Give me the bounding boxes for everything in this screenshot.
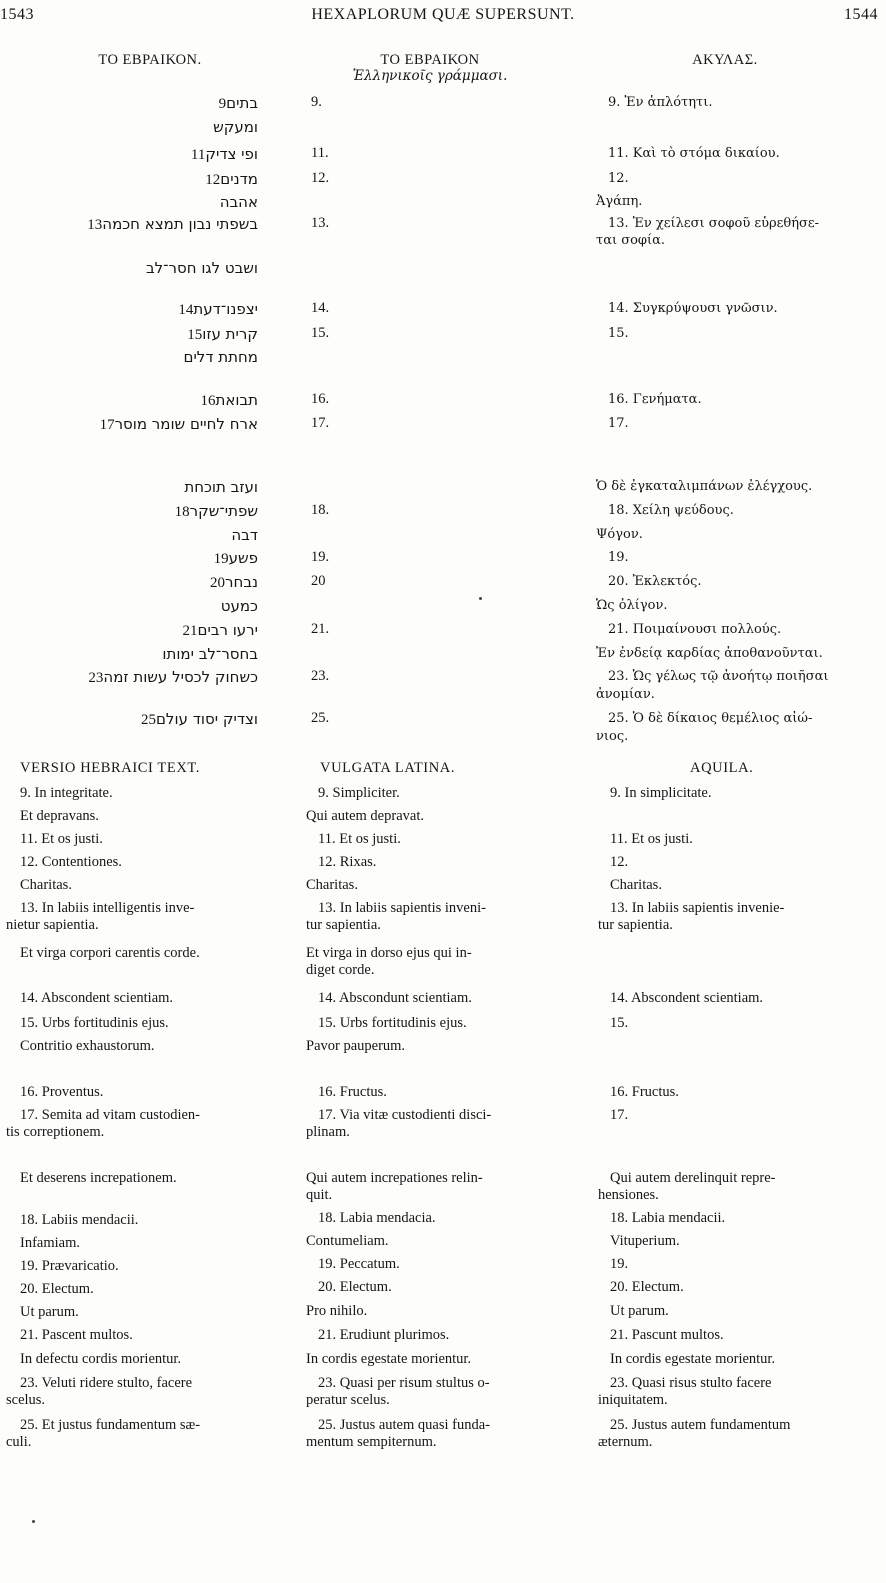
verse-number: 14. (311, 300, 330, 316)
greek-line: 21. Ποιμαίνουσι πολλούς. (608, 622, 782, 637)
hebrew-line: פשע19 (213, 549, 258, 567)
greek-line: Ὡς ὀλίγον. (596, 598, 668, 613)
greek-line: ἀνομίαν. (596, 687, 655, 702)
versio-line: Contritio exhaustorum. (20, 1038, 155, 1054)
vulgata-line: peratur scelus. (306, 1392, 390, 1408)
versio-line: Et depravans. (20, 808, 99, 824)
aquila-latin-line: 16. Fructus. (610, 1084, 679, 1100)
greek-line: 12. (608, 171, 629, 186)
hebrew-line: ירעו רבים21 (182, 621, 258, 639)
greek-line: 17. (608, 416, 629, 431)
aquila-latin-line: 11. Et os justi. (610, 831, 693, 847)
aquila-latin-line: 25. Justus autem fundamentum (610, 1417, 791, 1433)
vulgata-line: 19. Peccatum. (318, 1256, 400, 1272)
hebrew-line: בשפתי נבון תמצא חכמה13 (87, 215, 258, 233)
vulgata-line: diget corde. (306, 962, 375, 978)
verse-number: 21. (311, 621, 330, 637)
verse-number: 25. (311, 710, 330, 726)
hebrew-line: נבחר20 (210, 573, 258, 591)
versio-line: 19. Prævaricatio. (20, 1258, 119, 1274)
vulgata-line: mentum sempiternum. (306, 1434, 437, 1450)
greek-line: 11. Καὶ τὸ στόμα δικαίου. (608, 146, 780, 161)
hebrew-line: דבה (231, 526, 258, 544)
versio-line: tis correptionem. (6, 1124, 105, 1140)
hebrew-line: שפתי־שקר18 (174, 502, 258, 520)
versio-line: Infamiam. (20, 1235, 80, 1251)
aquila-latin-line: 17. (610, 1107, 629, 1123)
versio-line: 18. Labiis mendacii. (20, 1212, 139, 1228)
versio-line: Et deserens increpationem. (20, 1170, 177, 1186)
greek-line: Ψόγον. (596, 527, 643, 542)
aquila-latin-line: 23. Quasi risus stulto facere (610, 1375, 772, 1391)
greek-line: Ἀγάπη. (596, 194, 643, 209)
verse-number: 11. (311, 145, 329, 161)
greek-line: Ἐν ἐνδείᾳ καρδίας ἀποθανοῦνται. (596, 646, 823, 661)
greek-line: 19. (608, 550, 629, 565)
versio-line: In defectu cordis morientur. (20, 1351, 182, 1367)
ink-speck (32, 1520, 35, 1523)
aquila-latin-line: 20. Electum. (610, 1279, 684, 1295)
vulgata-line: Qui autem increpationes relin- (306, 1170, 483, 1186)
vulgata-line: Contumeliam. (306, 1233, 389, 1249)
versio-line: 12. Contentiones. (20, 854, 122, 870)
greek-line: 15. (608, 326, 629, 341)
vulgata-line: Pro nihilo. (306, 1303, 368, 1319)
vulgata-line: 17. Via vitæ custodienti disci- (318, 1107, 492, 1123)
aquila-latin-line: hensiones. (598, 1187, 659, 1203)
hebrew-line: ועזב תוכחת (184, 478, 258, 496)
vulgata-line: 15. Urbs fortitudinis ejus. (318, 1015, 467, 1031)
vulgata-line: Et virga in dorso ejus qui in- (306, 945, 472, 961)
versio-line: 25. Et justus fundamentum sæ- (20, 1417, 201, 1433)
vulgata-line: 21. Erudiunt plurimos. (318, 1327, 450, 1343)
hebrew-line: אהבה (219, 193, 258, 211)
aquila-latin-line: Charitas. (610, 877, 662, 893)
hebrew-line: בתים9 (218, 94, 258, 112)
versio-line: 14. Abscondent scientiam. (20, 990, 174, 1006)
aquila-latin-line: 14. Abscondent scientiam. (610, 990, 764, 1006)
hebrew-column-heading: ΤΟ ΕΒΡΑΙΚΟΝ. (98, 52, 202, 68)
versio-line: 23. Veluti ridere stulto, facere (20, 1375, 193, 1391)
aquila-greek-column-heading: ΑΚΥΛΑΣ. (692, 52, 758, 68)
hebrew-line: ושבט לגו חסר־לב (145, 259, 258, 277)
versio-line: 11. Et os justi. (20, 831, 103, 847)
verse-number: 18. (311, 502, 330, 518)
greek-line: ται σοφία. (596, 233, 666, 248)
vulgata-line: Pavor pauperum. (306, 1038, 406, 1054)
hebrew-line: יצפנו־דעת14 (178, 300, 258, 318)
aquila-latin-line: Qui autem derelinquit repre- (610, 1170, 776, 1186)
aquila-latin-line: æternum. (598, 1434, 653, 1450)
vulgata-column-heading: VULGATA LATINA. (320, 760, 456, 776)
vulgata-line: Qui autem depravat. (306, 808, 424, 824)
versio-line: 16. Proventus. (20, 1084, 104, 1100)
hebrew-line: ומעקש (213, 118, 258, 136)
running-title: HEXAPLORUM QUÆ SUPERSUNT. (311, 6, 575, 23)
greek-line: 9. Ἐν ἁπλότητι. (608, 95, 713, 110)
vulgata-line: tur sapientia. (306, 917, 381, 933)
versio-line: 17. Semita ad vitam custodien- (20, 1107, 201, 1123)
aquila-latin-line: 21. Pascunt multos. (610, 1327, 724, 1343)
vulgata-line: 11. Et os justi. (318, 831, 401, 847)
versio-line: 21. Pascent multos. (20, 1327, 133, 1343)
vulgata-line: 12. Rixas. (318, 854, 377, 870)
hebrew-line: כמעט (220, 597, 258, 615)
aquila-latin-line: 9. In simplicitate. (610, 785, 712, 801)
versio-line: 13. In labiis intelligentis inve- (20, 900, 195, 916)
vulgata-line: 18. Labia mendacia. (318, 1210, 436, 1226)
versio-line: 15. Urbs fortitudinis ejus. (20, 1015, 169, 1031)
aquila-latin-line: Vituperium. (610, 1233, 680, 1249)
vulgata-line: Charitas. (306, 877, 358, 893)
versio-line: Charitas. (20, 877, 72, 893)
aquila-latin-line: iniquitatem. (598, 1392, 668, 1408)
greek-line: 25. Ὁ δὲ δίκαιος θεμέλιος αἰώ- (608, 711, 813, 726)
verse-number: 9. (311, 94, 322, 110)
verse-number: 13. (311, 215, 330, 231)
vulgata-line: 25. Justus autem quasi funda- (318, 1417, 490, 1433)
greek-line: 18. Χείλη ψεύδους. (608, 503, 734, 518)
verse-number: 17. (311, 415, 330, 431)
verse-number: 15. (311, 325, 330, 341)
hebrew-line: מחתת דלים (183, 348, 258, 366)
vulgata-line: 23. Quasi per risum stultus o- (318, 1375, 490, 1391)
vulgata-line: In cordis egestate morientur. (306, 1351, 472, 1367)
hebrew-line: ופי צדיק11 (190, 145, 258, 163)
versio-line: 20. Electum. (20, 1281, 94, 1297)
ink-speck (479, 597, 482, 600)
greek-line: 13. Ἐν χείλεσι σοφοῦ εὑρεθήσε- (608, 216, 820, 231)
aquila-latin-line: 15. (610, 1015, 629, 1031)
greek-line: 23. Ὡς γέλως τῷ ἀνοήτῳ ποιῆσαι (608, 669, 829, 684)
greek-line: 20. Ἐκλεκτός. (608, 574, 702, 589)
greek-line: Ὁ δὲ ἐγκαταλιμπάνων ἐλέγχους. (596, 479, 813, 494)
vulgata-line: 13. In labiis sapientis inveni- (318, 900, 486, 916)
hebrew-line: מדנים12 (205, 170, 258, 188)
aquila-latin-line: tur sapientia. (598, 917, 673, 933)
versio-line: Et virga corpori carentis corde. (20, 945, 200, 961)
versio-line: Ut parum. (20, 1304, 79, 1320)
versio-line: nietur sapientia. (6, 917, 99, 933)
greek-line: 16. Γενήματα. (608, 392, 702, 407)
aquila-latin-line: In cordis egestate morientur. (610, 1351, 776, 1367)
aquila-latin-line: 13. In labiis sapientis inveniе- (610, 900, 785, 916)
hebrew-line: בחסר־לב ימותו (162, 645, 258, 663)
hebrew-line: תבואת16 (200, 391, 258, 409)
verse-number: 19. (311, 549, 330, 565)
versio-line: 9. In integritate. (20, 785, 113, 801)
vulgata-line: 16. Fructus. (318, 1084, 387, 1100)
aquila-latin-line: 18. Labia mendacii. (610, 1210, 726, 1226)
vulgata-line: 14. Abscondunt scientiam. (318, 990, 472, 1006)
versio-column-heading: VERSIO HEBRAICI TEXT. (20, 760, 201, 776)
aquila-latin-line: Ut parum. (610, 1303, 669, 1319)
aquila-latin-column-heading: AQUILA. (690, 760, 754, 776)
versio-line: scelus. (6, 1392, 46, 1408)
transliteration-column-heading: ΤΟ ΕΒΡΑΙΚΟΝ (380, 52, 480, 68)
vulgata-line: 20. Electum. (318, 1279, 392, 1295)
hebrew-line: קרית עזו15 (187, 325, 258, 343)
greek-line: 14. Συγκρύψουσι γνῶσιν. (608, 301, 778, 316)
verse-number: 16. (311, 391, 330, 407)
greek-line: νιος. (596, 729, 629, 744)
page-number-right: 1544 (844, 6, 878, 23)
vulgata-line: 9. Simpliciter. (318, 785, 400, 801)
page-number-left: 1543 (0, 6, 34, 23)
aquila-latin-line: 12. (610, 854, 629, 870)
transliteration-column-subheading: Ἑλληνικοῖς γράμμασι. (352, 68, 508, 84)
verse-number: 20 (311, 573, 326, 589)
vulgata-line: plinam. (306, 1124, 350, 1140)
hebrew-line: ארח לחיים שומר מוסר17 (99, 415, 258, 433)
verse-number: 12. (311, 170, 330, 186)
hebrew-line: וצדיק יסוד עולם25 (140, 710, 258, 728)
hebrew-line: כשחוק לכסיל עשות זמה23 (88, 668, 258, 686)
versio-line: culi. (6, 1434, 32, 1450)
vulgata-line: quit. (306, 1187, 333, 1203)
aquila-latin-line: 19. (610, 1256, 629, 1272)
verse-number: 23. (311, 668, 330, 684)
page-header (0, 0, 886, 30)
